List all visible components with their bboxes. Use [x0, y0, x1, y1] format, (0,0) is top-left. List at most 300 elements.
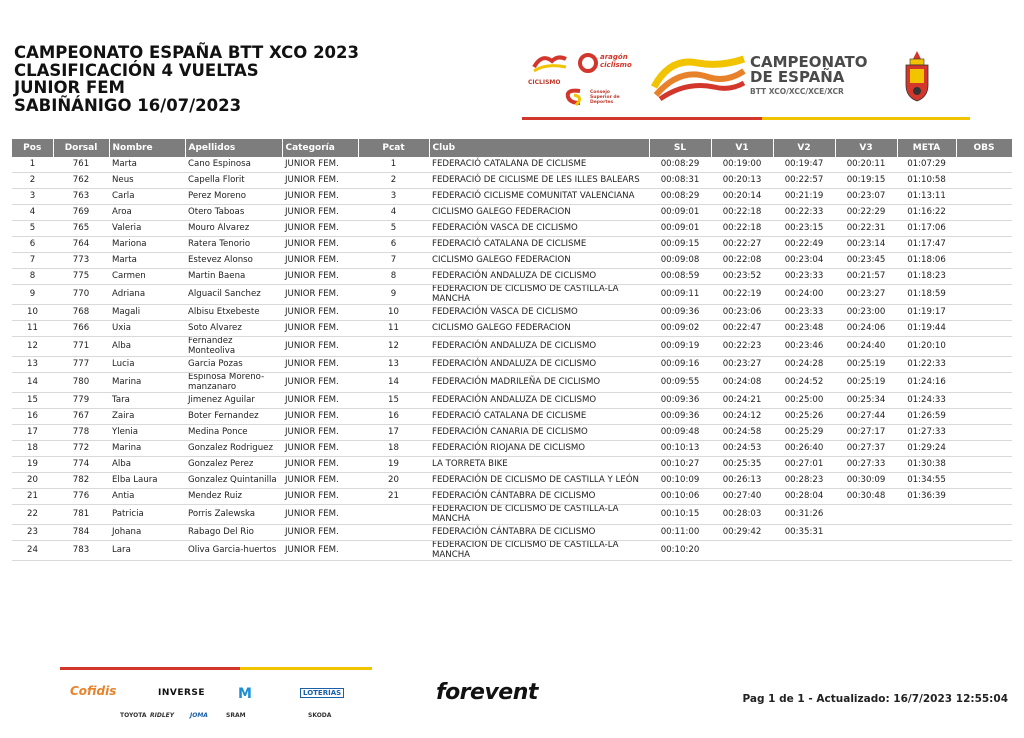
cell-nombre: Alba	[109, 337, 185, 357]
cell-nombre: Antia	[109, 489, 185, 505]
cell-nombre: Aroa	[109, 205, 185, 221]
cell-dorsal: 774	[53, 457, 109, 473]
cell-obs	[956, 269, 1012, 285]
aragon-label: aragón ciclismo	[600, 53, 632, 69]
cell-categoria: JUNIOR FEM.	[282, 173, 358, 189]
cell-pcat: 13	[358, 357, 429, 373]
cell-club: FEDERACIÓN RIOJANA DE CICLISMO	[429, 441, 649, 457]
cell-club: FEDERACIÓN VASCA DE CICLISMO	[429, 221, 649, 237]
cell-club: FEDERACIÓ CATALANA DE CICLISME	[429, 237, 649, 253]
forevent-text: forevent	[436, 680, 538, 705]
cell-v3: 00:22:29	[835, 205, 897, 221]
cell-obs	[956, 473, 1012, 489]
cell-v2: 00:22:57	[773, 173, 835, 189]
cell-pos: 6	[12, 237, 53, 253]
cell-categoria: JUNIOR FEM.	[282, 189, 358, 205]
cell-v1: 00:20:14	[711, 189, 773, 205]
cell-v2: 00:31:26	[773, 505, 835, 525]
cell-categoria: JUNIOR FEM.	[282, 237, 358, 253]
cell-nombre: Adriana	[109, 285, 185, 305]
col-header-obs: OBS	[956, 139, 1012, 157]
table-row	[12, 285, 1012, 305]
cell-pos: 5	[12, 221, 53, 237]
cell-club: FEDERACIÓN CÁNTABRA DE CICLISMO	[429, 525, 649, 541]
footer-divider-yellow	[240, 667, 372, 670]
cell-v3: 00:23:07	[835, 189, 897, 205]
cell-nombre: Mariona	[109, 237, 185, 253]
cell-club: FEDERACIÓN ANDALUZA DE CICLISMO	[429, 357, 649, 373]
col-header-apellidos: Apellidos	[185, 139, 282, 157]
title-line-2: CLASIFICACIÓN 4 VUELTAS	[14, 60, 259, 80]
table-row	[12, 505, 1012, 525]
cell-v3: 00:27:33	[835, 457, 897, 473]
cell-v3: 00:20:11	[835, 157, 897, 173]
cell-sl: 00:10:27	[649, 457, 711, 473]
cell-club: FEDERACIÓN VASCA DE CICLISMO	[429, 305, 649, 321]
cell-obs	[956, 525, 1012, 541]
cell-dorsal: 780	[53, 373, 109, 393]
sponsor-logos	[62, 676, 372, 726]
cell-club: FEDERACIÓ CATALANA DE CICLISME	[429, 157, 649, 173]
cell-v2: 00:25:26	[773, 409, 835, 425]
cell-categoria: JUNIOR FEM.	[282, 337, 358, 357]
cell-sl: 00:09:55	[649, 373, 711, 393]
col-header-nombre: Nombre	[109, 139, 185, 157]
cell-dorsal: 765	[53, 221, 109, 237]
cell-meta: 01:13:11	[897, 189, 956, 205]
cell-sl: 00:08:31	[649, 173, 711, 189]
cell-categoria: JUNIOR FEM.	[282, 253, 358, 269]
col-header-categoría: Categoría	[282, 139, 358, 157]
cell-v2: 00:23:33	[773, 269, 835, 285]
cell-v2: 00:35:31	[773, 525, 835, 541]
cell-v3: 00:24:40	[835, 337, 897, 357]
cell-pcat: 7	[358, 253, 429, 269]
cell-pos: 4	[12, 205, 53, 221]
cell-apellidos: Albisu Etxebeste	[185, 305, 282, 321]
cell-v3: 00:21:57	[835, 269, 897, 285]
cell-v1: 00:22:08	[711, 253, 773, 269]
cell-categoria: JUNIOR FEM.	[282, 321, 358, 337]
cell-nombre: Patricia	[109, 505, 185, 525]
cell-pcat: 4	[358, 205, 429, 221]
cell-v1: 00:22:23	[711, 337, 773, 357]
cell-dorsal: 777	[53, 357, 109, 373]
cell-v1	[711, 541, 773, 561]
cell-dorsal: 769	[53, 205, 109, 221]
cell-pos: 9	[12, 285, 53, 305]
cell-meta	[897, 525, 956, 541]
cell-nombre: Johana	[109, 525, 185, 541]
cell-meta: 01:07:29	[897, 157, 956, 173]
cell-categoria: JUNIOR FEM.	[282, 525, 358, 541]
cell-v1: 00:27:40	[711, 489, 773, 505]
cell-v2: 00:23:15	[773, 221, 835, 237]
cell-pcat: 9	[358, 285, 429, 305]
cell-dorsal: 766	[53, 321, 109, 337]
cell-nombre: Lara	[109, 541, 185, 561]
cell-meta	[897, 505, 956, 525]
cell-pos: 23	[12, 525, 53, 541]
col-header-pos: Pos	[12, 139, 53, 157]
cell-pos: 22	[12, 505, 53, 525]
campeonato-line-1: CAMPEONATO	[750, 53, 868, 71]
cell-dorsal: 767	[53, 409, 109, 425]
table-row	[12, 305, 1012, 321]
cell-v2: 00:24:28	[773, 357, 835, 373]
cell-nombre: Elba Laura	[109, 473, 185, 489]
cell-club: FEDERACIÓN ANDALUZA DE CICLISMO	[429, 393, 649, 409]
cofidis-logo: Cofidis	[70, 684, 117, 698]
cell-v1: 00:23:27	[711, 357, 773, 373]
cell-obs	[956, 321, 1012, 337]
cell-v1: 00:20:13	[711, 173, 773, 189]
cell-dorsal: 784	[53, 525, 109, 541]
cell-sl: 00:09:15	[649, 237, 711, 253]
cell-obs	[956, 285, 1012, 305]
cell-v2: 00:22:49	[773, 237, 835, 253]
cell-v3: 00:23:45	[835, 253, 897, 269]
cell-obs	[956, 305, 1012, 321]
col-header-v1: V1	[711, 139, 773, 157]
cell-nombre: Uxia	[109, 321, 185, 337]
table-row	[12, 473, 1012, 489]
header-divider-yellow	[762, 117, 970, 120]
cell-meta: 01:30:38	[897, 457, 956, 473]
cell-nombre: Zaira	[109, 409, 185, 425]
cell-apellidos: Medina Ponce	[185, 425, 282, 441]
cell-apellidos: Gonzalez Quintanilla	[185, 473, 282, 489]
cell-pos: 17	[12, 425, 53, 441]
cell-dorsal: 761	[53, 157, 109, 173]
cell-obs	[956, 457, 1012, 473]
cell-meta: 01:27:33	[897, 425, 956, 441]
cell-categoria: JUNIOR FEM.	[282, 221, 358, 237]
cell-v1: 00:28:03	[711, 505, 773, 525]
cell-categoria: JUNIOR FEM.	[282, 157, 358, 173]
cell-sl: 00:09:16	[649, 357, 711, 373]
cell-nombre: Marta	[109, 253, 185, 269]
cell-apellidos: Alguacil Sanchez	[185, 285, 282, 305]
cell-categoria: JUNIOR FEM.	[282, 373, 358, 393]
cell-v1: 00:24:08	[711, 373, 773, 393]
cell-v2: 00:23:33	[773, 305, 835, 321]
cell-v3: 00:27:37	[835, 441, 897, 457]
cell-v1: 00:22:47	[711, 321, 773, 337]
cell-pcat: 5	[358, 221, 429, 237]
cell-obs	[956, 505, 1012, 525]
cell-meta: 01:16:22	[897, 205, 956, 221]
cell-pos: 1	[12, 157, 53, 173]
cell-dorsal: 768	[53, 305, 109, 321]
cell-nombre: Tara	[109, 393, 185, 409]
cell-apellidos: Jimenez Aguilar	[185, 393, 282, 409]
cell-v2: 00:28:23	[773, 473, 835, 489]
cell-apellidos: Boter Fernandez	[185, 409, 282, 425]
ridley-logo: RIDLEY	[150, 712, 175, 719]
cell-pos: 13	[12, 357, 53, 373]
cell-obs	[956, 253, 1012, 269]
cell-dorsal: 782	[53, 473, 109, 489]
table-row	[12, 373, 1012, 393]
cell-v1: 00:24:12	[711, 409, 773, 425]
cell-pos: 21	[12, 489, 53, 505]
cell-pos: 18	[12, 441, 53, 457]
cell-v2: 00:19:47	[773, 157, 835, 173]
cell-v3: 00:23:14	[835, 237, 897, 253]
cell-v2: 00:24:00	[773, 285, 835, 305]
cell-v1: 00:24:21	[711, 393, 773, 409]
cell-apellidos: Gonzalez Rodriguez	[185, 441, 282, 457]
cell-dorsal: 772	[53, 441, 109, 457]
cell-sl: 00:09:11	[649, 285, 711, 305]
cell-club: CICLISMO GALEGO FEDERACION	[429, 321, 649, 337]
cell-v3: 00:24:06	[835, 321, 897, 337]
cell-v3	[835, 525, 897, 541]
table-row	[12, 157, 1012, 173]
col-header-sl: SL	[649, 139, 711, 157]
cell-pcat	[358, 525, 429, 541]
cell-v3: 00:27:44	[835, 409, 897, 425]
cell-pos: 11	[12, 321, 53, 337]
cell-sl: 00:09:48	[649, 425, 711, 441]
cell-v1: 00:22:19	[711, 285, 773, 305]
cell-apellidos: Fernandez Monteoliva	[185, 337, 282, 357]
cell-apellidos: Estevez Alonso	[185, 253, 282, 269]
cell-pos: 24	[12, 541, 53, 561]
cell-apellidos: Mendez Ruiz	[185, 489, 282, 505]
cell-nombre: Marina	[109, 373, 185, 393]
aragon-logo	[578, 51, 638, 83]
cell-nombre: Marina	[109, 441, 185, 457]
cell-club: FEDERACIÓN ANDALUZA DE CICLISMO	[429, 269, 649, 285]
cell-pos: 20	[12, 473, 53, 489]
cell-v1: 00:23:06	[711, 305, 773, 321]
cell-obs	[956, 489, 1012, 505]
forevent-logo	[436, 680, 538, 705]
csd-mark-icon	[562, 87, 586, 107]
cell-meta: 01:18:06	[897, 253, 956, 269]
cell-v2	[773, 541, 835, 561]
table-header-row	[12, 139, 1012, 157]
cell-pcat: 11	[358, 321, 429, 337]
cell-v2: 00:25:29	[773, 425, 835, 441]
header-divider-red	[522, 117, 762, 120]
cell-obs	[956, 173, 1012, 189]
cell-pos: 15	[12, 393, 53, 409]
table-row	[12, 237, 1012, 253]
cell-v3: 00:27:17	[835, 425, 897, 441]
cell-meta: 01:18:23	[897, 269, 956, 285]
cell-nombre: Valeria	[109, 221, 185, 237]
cell-categoria: JUNIOR FEM.	[282, 409, 358, 425]
cell-sl: 00:09:36	[649, 393, 711, 409]
cell-meta: 01:29:24	[897, 441, 956, 457]
cell-apellidos: Martin Baena	[185, 269, 282, 285]
table-row	[12, 189, 1012, 205]
cell-club: FEDERACIÓN DE CICLISMO DE CASTILLA-LA MANCHA	[429, 285, 649, 305]
cell-dorsal: 783	[53, 541, 109, 561]
cell-pos: 2	[12, 173, 53, 189]
table-row	[12, 525, 1012, 541]
cell-meta: 01:19:17	[897, 305, 956, 321]
cell-meta: 01:34:55	[897, 473, 956, 489]
campeonato-logo-text	[750, 55, 868, 96]
cell-obs	[956, 189, 1012, 205]
cell-obs	[956, 541, 1012, 561]
cell-obs	[956, 205, 1012, 221]
cell-meta: 01:17:06	[897, 221, 956, 237]
cell-pcat: 3	[358, 189, 429, 205]
table-row	[12, 337, 1012, 357]
cell-v1: 00:26:13	[711, 473, 773, 489]
toyota-logo: TOYOTA	[120, 712, 147, 719]
cell-pcat: 16	[358, 409, 429, 425]
report-title	[14, 44, 359, 114]
cell-pos: 19	[12, 457, 53, 473]
table-row	[12, 393, 1012, 409]
cell-club: FEDERACIÓN MADRILEÑA DE CICLISMO	[429, 373, 649, 393]
cell-meta: 01:24:33	[897, 393, 956, 409]
cell-v2: 00:27:01	[773, 457, 835, 473]
cell-v2: 00:23:46	[773, 337, 835, 357]
cell-apellidos: Rabago Del Rio	[185, 525, 282, 541]
rfec-wheels-icon	[528, 51, 572, 75]
cell-apellidos: Gonzalez Perez	[185, 457, 282, 473]
table-row	[12, 205, 1012, 221]
cell-v3: 00:30:09	[835, 473, 897, 489]
cell-sl: 00:10:15	[649, 505, 711, 525]
cell-dorsal: 762	[53, 173, 109, 189]
cell-apellidos: Espinosa Moreno-manzanaro	[185, 373, 282, 393]
cell-v3: 00:25:19	[835, 357, 897, 373]
cell-meta	[897, 541, 956, 561]
cell-club: FEDERACIÓN CANARIA DE CICLISMO	[429, 425, 649, 441]
cell-v2: 00:22:33	[773, 205, 835, 221]
cell-obs	[956, 425, 1012, 441]
cell-obs	[956, 157, 1012, 173]
cell-nombre: Alba	[109, 457, 185, 473]
cell-apellidos: Garcia Pozas	[185, 357, 282, 373]
cell-sl: 00:09:02	[649, 321, 711, 337]
cell-nombre: Neus	[109, 173, 185, 189]
cell-pcat: 10	[358, 305, 429, 321]
cell-pcat	[358, 505, 429, 525]
cell-pcat: 15	[358, 393, 429, 409]
cell-meta: 01:17:47	[897, 237, 956, 253]
cell-v1: 00:22:27	[711, 237, 773, 253]
cell-sl: 00:09:19	[649, 337, 711, 357]
cell-categoria: JUNIOR FEM.	[282, 393, 358, 409]
cell-meta: 01:19:44	[897, 321, 956, 337]
table-row	[12, 541, 1012, 561]
cell-dorsal: 771	[53, 337, 109, 357]
page-info: Pag 1 de 1 - Actualizado: 16/7/2023 12:55:04	[742, 693, 1008, 705]
cell-apellidos: Ratera Tenorio	[185, 237, 282, 253]
cell-obs	[956, 373, 1012, 393]
cell-v3: 00:23:27	[835, 285, 897, 305]
cell-categoria: JUNIOR FEM.	[282, 305, 358, 321]
cell-meta: 01:26:59	[897, 409, 956, 425]
cell-club: FEDERACIÓ DE CICLISME DE LES ILLES BALEARS	[429, 173, 649, 189]
cell-obs	[956, 237, 1012, 253]
cell-pcat: 18	[358, 441, 429, 457]
cell-pos: 10	[12, 305, 53, 321]
cell-v2: 00:24:52	[773, 373, 835, 393]
cell-nombre: Marta	[109, 157, 185, 173]
cell-dorsal: 763	[53, 189, 109, 205]
cell-apellidos: Capella Florit	[185, 173, 282, 189]
cell-v3	[835, 541, 897, 561]
cell-apellidos: Mouro Alvarez	[185, 221, 282, 237]
cell-pcat: 1	[358, 157, 429, 173]
table-row	[12, 173, 1012, 189]
col-header-v2: V2	[773, 139, 835, 157]
cell-meta: 01:10:58	[897, 173, 956, 189]
cell-v3: 00:19:15	[835, 173, 897, 189]
table-row	[12, 489, 1012, 505]
rfec-logo	[528, 51, 572, 86]
cell-v3: 00:25:34	[835, 393, 897, 409]
cell-apellidos: Otero Taboas	[185, 205, 282, 221]
cell-v1: 00:24:53	[711, 441, 773, 457]
cell-obs	[956, 409, 1012, 425]
cell-pcat	[358, 541, 429, 561]
cell-club: FEDERACIÓN DE CICLISMO DE CASTILLA Y LEÓN	[429, 473, 649, 489]
cell-dorsal: 776	[53, 489, 109, 505]
cell-club: FEDERACIÓN ANDALUZA DE CICLISMO	[429, 337, 649, 357]
table-row	[12, 409, 1012, 425]
cell-sl: 00:09:36	[649, 409, 711, 425]
cell-apellidos: Oliva Garcia-huertos	[185, 541, 282, 561]
cell-v2: 00:26:40	[773, 441, 835, 457]
cell-categoria: JUNIOR FEM.	[282, 505, 358, 525]
table-row	[12, 321, 1012, 337]
cell-sl: 00:10:13	[649, 441, 711, 457]
results-table	[12, 139, 1013, 561]
col-header-v3: V3	[835, 139, 897, 157]
cell-v2: 00:28:04	[773, 489, 835, 505]
cell-v1: 00:22:18	[711, 205, 773, 221]
cell-sl: 00:09:01	[649, 221, 711, 237]
col-header-club: Club	[429, 139, 649, 157]
cell-meta: 01:36:39	[897, 489, 956, 505]
cell-categoria: JUNIOR FEM.	[282, 441, 358, 457]
campeonato-sub: BTT XCO/XCC/XCE/XCR	[750, 87, 844, 96]
cell-pcat: 20	[358, 473, 429, 489]
cell-dorsal: 773	[53, 253, 109, 269]
cell-club: CICLISMO GALEGO FEDERACION	[429, 205, 649, 221]
cell-obs	[956, 441, 1012, 457]
cell-pcat: 21	[358, 489, 429, 505]
cell-nombre: Carmen	[109, 269, 185, 285]
cell-dorsal: 775	[53, 269, 109, 285]
cell-apellidos: Porris Zalewska	[185, 505, 282, 525]
cell-v3	[835, 505, 897, 525]
movistar-logo: M	[238, 686, 252, 702]
cell-dorsal: 778	[53, 425, 109, 441]
cell-nombre: Lucia	[109, 357, 185, 373]
cell-pcat: 6	[358, 237, 429, 253]
cell-sl: 00:09:08	[649, 253, 711, 269]
table-row	[12, 441, 1012, 457]
cell-dorsal: 764	[53, 237, 109, 253]
cell-pcat: 8	[358, 269, 429, 285]
cell-pcat: 2	[358, 173, 429, 189]
cell-sl: 00:10:06	[649, 489, 711, 505]
table-row	[12, 425, 1012, 441]
table-row	[12, 221, 1012, 237]
